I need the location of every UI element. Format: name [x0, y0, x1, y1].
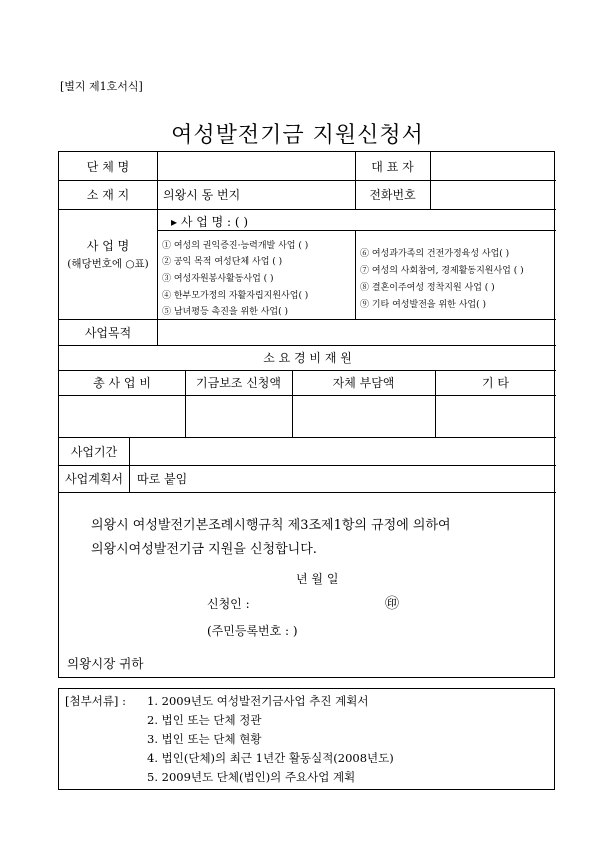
fund-request-field[interactable] [186, 396, 292, 437]
plan-value: 따로 붙임 [137, 472, 188, 486]
attachment-item: 5. 2009년도 단체(법인)의 주요사업 계획 [147, 770, 356, 784]
self-funding-label: 자체 부담액 [332, 376, 395, 390]
id-number-field[interactable]: (주민등록번호 : ) [207, 624, 298, 638]
date-field[interactable]: 년 월 일 [296, 572, 339, 586]
attachment-item: 3. 법인 또는 단체 현황 [147, 732, 262, 746]
address-field[interactable]: 의왕시 동 번지 [163, 188, 241, 202]
option-4[interactable]: ④ 한부모가정의 자활자립지원사업( ) [162, 291, 309, 301]
project-sub-label: (해당번호에 ○표) [67, 257, 149, 270]
org-name-field[interactable] [158, 152, 354, 180]
attachments-box [58, 688, 555, 790]
other-funding-field[interactable] [436, 396, 555, 437]
attachment-item: 2. 법인 또는 단체 정관 [147, 713, 262, 727]
application-form-table [58, 151, 555, 678]
attachments-label: [첨부서류] : [65, 694, 126, 708]
form-title: 여성발전기금 지원신청서 [171, 123, 424, 148]
statement-line-1: 의왕시 여성발전기본조례시행규칙 제3조제1항의 규정에 의하여 [91, 518, 451, 533]
addressee: 의왕시장 귀하 [67, 656, 144, 671]
total-cost-field[interactable] [59, 396, 185, 437]
applicant-label: 신청인 : [207, 597, 250, 611]
option-2[interactable]: ② 공익 목적 여성단체 사업 ( ) [162, 257, 283, 267]
budget-header: 소 요 경 비 재 원 [263, 351, 352, 365]
option-7[interactable]: ⑦ 여성의 사회참여, 경제활동지원사업 ( ) [360, 266, 524, 276]
plan-label: 사업계획서 [65, 472, 123, 486]
representative-label: 대 표 자 [371, 159, 414, 174]
phone-label: 전화번호 [369, 188, 416, 202]
option-1[interactable]: ① 여성의 권익증진·능력개발 사업 ( ) [162, 241, 309, 251]
representative-field[interactable] [431, 152, 555, 180]
attachment-item: 4. 법인(단체)의 최근 1년간 활동실적(2008년도) [147, 751, 394, 765]
option-3[interactable]: ③ 여성자원봉사활동사업 ( ) [162, 274, 274, 284]
option-6[interactable]: ⑥ 여성과가족의 건전가정육성 사업( ) [360, 249, 510, 259]
statement-line-2: 의왕시여성발전기금 지원을 신청합니다. [91, 542, 317, 557]
option-8[interactable]: ⑧ 결혼이주여성 정착지원 사업 ( ) [360, 283, 495, 293]
attachment-item: 1. 2009년도 여성발전기금사업 추진 계획서 [147, 694, 369, 708]
project-name-field[interactable]: ▸ 사 업 명 : ( ) [171, 215, 249, 229]
seal-mark: ㊞ [385, 596, 399, 612]
option-5[interactable]: ⑤ 남녀평등 촉진을 위한 사업( ) [162, 307, 288, 317]
purpose-label: 사업목적 [84, 325, 132, 340]
fund-request-label: 기금보조 신청액 [196, 376, 281, 390]
option-9[interactable]: ⑨ 기타 여성발전을 위한 사업( ) [360, 300, 486, 310]
form-id-label: [별지 제1호서식] [60, 80, 143, 93]
org-name-label: 단 체 명 [86, 159, 130, 174]
self-funding-field[interactable] [293, 396, 435, 437]
period-field[interactable] [130, 437, 555, 465]
purpose-field[interactable] [158, 319, 555, 345]
project-label: 사 업 명 [86, 238, 130, 253]
address-label: 소 재 지 [86, 188, 130, 202]
other-funding-label: 기 타 [482, 376, 509, 390]
phone-field[interactable] [431, 180, 555, 209]
total-cost-label: 총 사 업 비 [93, 376, 151, 390]
period-label: 사업기간 [70, 444, 118, 459]
